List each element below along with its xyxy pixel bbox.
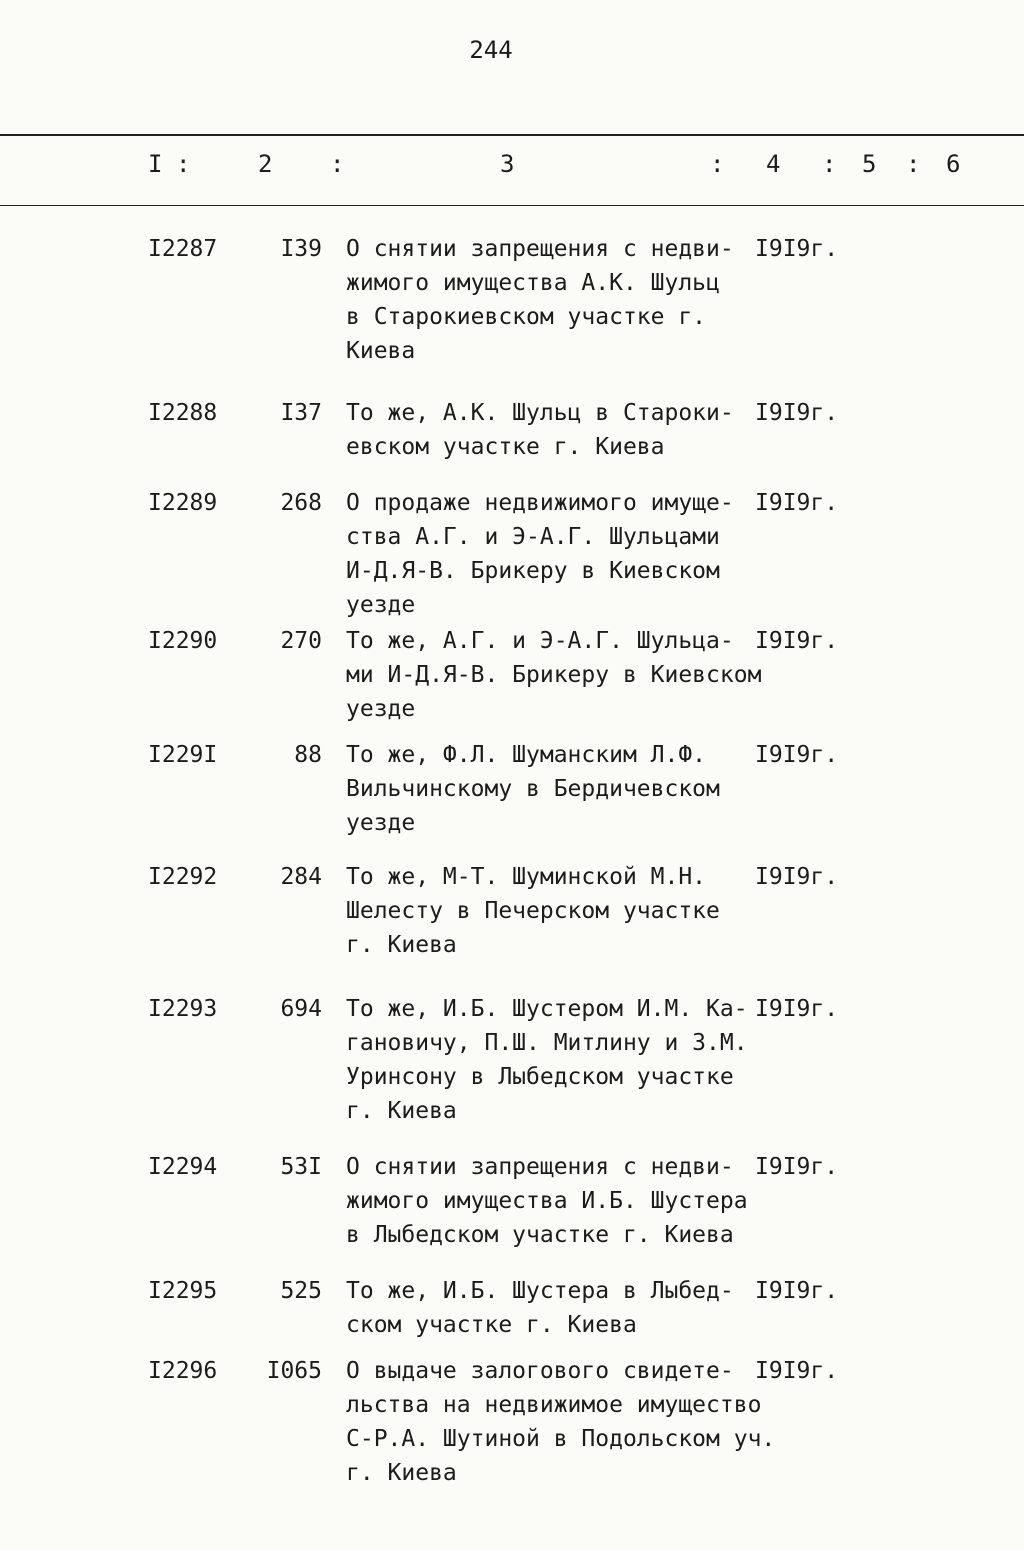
sheet-count: 284	[280, 864, 322, 890]
case-number: I229I	[148, 742, 218, 768]
sheet-count: I065	[266, 1358, 322, 1384]
case-number: I2295	[148, 1278, 218, 1304]
case-year: I9I9г.	[755, 742, 839, 768]
case-number: I2287	[148, 236, 218, 262]
case-title: То же, И.Б. Шустера в Лыбед- ском участке г. Киева	[346, 1278, 734, 1338]
column-header	[0, 150, 1024, 182]
case-number: I2289	[148, 490, 218, 516]
column-header-separator: :	[906, 150, 921, 178]
case-year: I9I9г.	[755, 996, 839, 1022]
column-header-separator: :	[330, 150, 345, 178]
column-header-6: 6	[946, 150, 961, 178]
header-top-rule	[0, 134, 1024, 136]
case-number: I2292	[148, 864, 218, 890]
case-year: I9I9г.	[755, 1358, 839, 1384]
case-title: То же, Ф.Л. Шуманским Л.Ф. Вильчинскому в Бердичевском уезде	[346, 742, 720, 836]
case-title: То же, И.Б. Шустером И.М. Ка- гановичу, П.Ш. Митлину и З.М. Уринсону в Лыбедском участке г. Киева	[346, 996, 748, 1124]
sheet-count: 694	[280, 996, 322, 1022]
case-number: I2296	[148, 1358, 218, 1384]
case-year: I9I9г.	[755, 1154, 839, 1180]
sheet-count: 525	[280, 1278, 322, 1304]
page-number: 244	[469, 36, 513, 64]
sheet-count: 268	[280, 490, 322, 516]
column-header-separator: :	[710, 150, 725, 178]
column-header-4: 4	[766, 150, 781, 178]
column-header-5: 5	[862, 150, 877, 178]
case-number: I2293	[148, 996, 218, 1022]
sheet-count: 270	[280, 628, 322, 654]
case-title: То же, М-Т. Шуминской М.Н. Шелесту в Печерском участке г. Киева	[346, 864, 720, 958]
case-number: I2288	[148, 400, 218, 426]
column-header-separator: :	[822, 150, 837, 178]
case-year: I9I9г.	[755, 1278, 839, 1304]
case-title: О снятии запрещения с недви- жимого имущества И.Б. Шустера в Лыбедском участке г. Киева	[346, 1154, 748, 1248]
column-header-2: 2	[258, 150, 273, 178]
sheet-count: 88	[294, 742, 322, 768]
case-title: О выдаче залогового свидете- льства на недвижимое имущество С-Р.А. Шутиной в Подольском уч. г. Киева	[346, 1358, 776, 1486]
column-header-1: I	[148, 150, 163, 178]
case-number: I2290	[148, 628, 218, 654]
case-title: О продаже недвижимого имуще- ства А.Г. и Э-А.Г. Шульцами И-Д.Я-В. Брикеру в Киевском уезде	[346, 490, 734, 618]
sheet-count: 53I	[280, 1154, 322, 1180]
case-year: I9I9г.	[755, 400, 839, 426]
case-year: I9I9г.	[755, 628, 839, 654]
column-header-separator: :	[176, 150, 191, 178]
case-year: I9I9г.	[755, 236, 839, 262]
sheet-count: I37	[280, 400, 322, 426]
case-year: I9I9г.	[755, 490, 839, 516]
column-header-3: 3	[500, 150, 515, 178]
sheet-count: I39	[280, 236, 322, 262]
case-number: I2294	[148, 1154, 218, 1180]
header-bottom-rule	[0, 205, 1024, 206]
case-title: То же, А.Г. и Э-А.Г. Шульца- ми И-Д.Я-В. Брикеру в Киевском уезде	[346, 628, 762, 722]
case-title: О снятии запрещения с недви- жимого имущества А.К. Шульц в Старокиевском участке г. Киева	[346, 236, 734, 364]
case-year: I9I9г.	[755, 864, 839, 890]
case-title: То же, А.К. Шульц в Староки- евском участке г. Киева	[346, 400, 734, 460]
